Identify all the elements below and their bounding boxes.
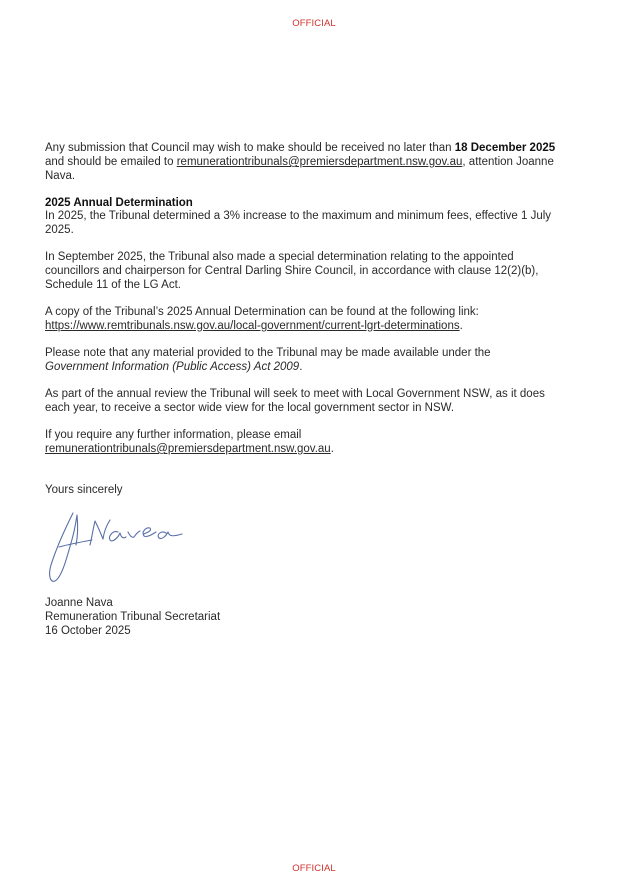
special-determination-paragraph: In September 2025, the Tribunal also made a special determination relating to the appointed councillors and chairperson for Central Darling Shire Council, in accordance with clause 12(2)(b), Schedule 11 of the LG Act. (45, 251, 539, 291)
closing-salutation: Yours sincerely (45, 484, 123, 496)
signatory-name: Joanne Nava (45, 597, 113, 609)
letter-date: 16 October 2025 (45, 625, 131, 637)
increase-paragraph: In 2025, the Tribunal determined a 3% increase to the maximum and minimum fees, effective 1 July 2025. (45, 210, 552, 236)
determination-copy-text: A copy of the Tribunal’s 2025 Annual Determination can be found at the following link: (45, 306, 479, 318)
submission-deadline: 18 December 2025 (454, 142, 556, 154)
classification-footer: OFFICIAL (292, 863, 336, 874)
determination-copy-after: . (459, 320, 463, 332)
submission-text-after: , attention Joanne Nava. (45, 156, 554, 182)
section-heading: 2025 Annual Determination (45, 197, 193, 209)
submission-email-link[interactable]: remunerationtribunals@premiersdepartment.nsw.gov.au (176, 156, 463, 168)
further-info-after: . (330, 443, 334, 455)
submission-text-middle: and should be emailed to (45, 156, 177, 168)
signoff-block (45, 596, 565, 638)
access-note-after: . (299, 361, 303, 373)
further-info-text: If you require any further information, please email (45, 429, 302, 441)
access-act-title: Government Information (Public Access) Act 2009 (45, 361, 300, 373)
classification-header: OFFICIAL (292, 18, 336, 29)
signatory-title: Remuneration Tribunal Secretariat (45, 611, 221, 623)
further-info-paragraph (45, 428, 565, 456)
access-note-text: Please note that any material provided to the Tribunal may be made available under the (45, 347, 491, 359)
further-info-email-link[interactable]: remunerationtribunals@premiersdepartment.nsw.gov.au (45, 443, 331, 455)
handwritten-signature (40, 505, 200, 587)
submission-paragraph (45, 141, 565, 183)
determinations-link[interactable]: https://www.remtribunals.nsw.gov.au/local-government/current-lgrt-determinations (45, 320, 460, 332)
access-note-paragraph (45, 346, 565, 374)
determination-copy-paragraph (45, 305, 565, 333)
annual-review-paragraph: As part of the annual review the Tribunal will seek to meet with Local Government NSW, as it does each year, to receive a sector wide view for the local government sector in NSW. (45, 388, 545, 414)
submission-text: Any submission that Council may wish to make should be received no later than (45, 142, 455, 154)
